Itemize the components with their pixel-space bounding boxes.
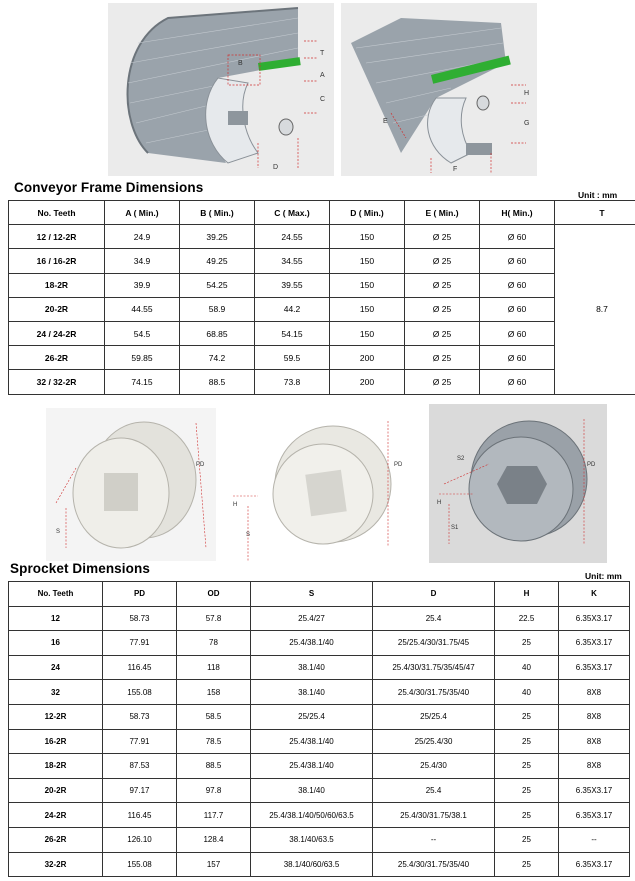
label-D: D — [273, 164, 279, 171]
table-cell: 150 — [330, 321, 405, 345]
table-cell: 12 / 12-2R — [9, 225, 105, 249]
col-header: T — [555, 201, 635, 225]
table-cell: 25.4/30 — [373, 754, 495, 779]
table-row — [9, 297, 635, 321]
label-C: C — [320, 96, 326, 103]
table-row — [9, 370, 635, 394]
table-cell: 24.9 — [105, 225, 180, 249]
table-cell: 25/25.4/30 — [373, 729, 495, 754]
table-cell: 6.35X3.17 — [559, 655, 630, 680]
table-cell: 34.55 — [255, 249, 330, 273]
table-cell: 25.4/38.1/40/50/60/63.5 — [251, 803, 373, 828]
table-row — [9, 827, 630, 852]
table-cell: 58.73 — [103, 704, 177, 729]
label-S1: S1 — [451, 525, 459, 531]
table-cell: 118 — [177, 655, 251, 680]
table-cell: 54.15 — [255, 321, 330, 345]
label-F: F — [453, 166, 458, 173]
table-cell: 57.8 — [177, 606, 251, 631]
col-header: PD — [103, 582, 177, 607]
table-cell: 39.55 — [255, 273, 330, 297]
table-cell-t-value: 8.7 — [555, 225, 635, 394]
table-cell: 68.85 — [180, 321, 255, 345]
table-cell: Ø 25 — [405, 225, 480, 249]
table-cell: 39.9 — [105, 273, 180, 297]
table-cell: 8X8 — [559, 729, 630, 754]
table-cell: Ø 60 — [480, 321, 555, 345]
table-cell: 38.1/40 — [251, 778, 373, 803]
table-cell: -- — [559, 827, 630, 852]
table-cell: 97.8 — [177, 778, 251, 803]
table-cell: 6.35X3.17 — [559, 631, 630, 656]
table-cell: 58.9 — [180, 297, 255, 321]
table-cell: 25.4/27 — [251, 606, 373, 631]
table-cell: 54.25 — [180, 273, 255, 297]
col-header: OD — [177, 582, 251, 607]
table-row — [9, 803, 630, 828]
table-cell: 40 — [495, 680, 559, 705]
col-header: D — [373, 582, 495, 607]
table-cell: 32 / 32-2R — [9, 370, 105, 394]
conveyor-frame-illustration-left — [108, 3, 334, 176]
table-cell: 32-2R — [9, 852, 103, 877]
table-cell: 25/25.4 — [373, 704, 495, 729]
table-row — [9, 346, 635, 370]
table-cell: 74.2 — [180, 346, 255, 370]
table-cell: 25 — [495, 803, 559, 828]
table-row — [9, 631, 630, 656]
table-cell: 25 — [495, 704, 559, 729]
conveyor-frame-unit: Unit : mm — [578, 190, 618, 200]
col-header: D ( Min.) — [330, 201, 405, 225]
table-cell: 78 — [177, 631, 251, 656]
table-cell: Ø 60 — [480, 346, 555, 370]
table-row — [9, 729, 630, 754]
table-cell: 26-2R — [9, 827, 103, 852]
table-cell: 6.35X3.17 — [559, 803, 630, 828]
table-row — [9, 852, 630, 877]
table-cell: 155.08 — [103, 852, 177, 877]
table-cell: 25.4/30/31.75/38.1 — [373, 803, 495, 828]
table-cell: 74.15 — [105, 370, 180, 394]
table-cell: 25 — [495, 729, 559, 754]
conveyor-frame-title: Conveyor Frame Dimensions — [14, 180, 204, 195]
table-cell: 126.10 — [103, 827, 177, 852]
table-cell: 200 — [330, 370, 405, 394]
col-header: H — [495, 582, 559, 607]
table-cell: 25 — [495, 852, 559, 877]
table-cell: 6.35X3.17 — [559, 778, 630, 803]
label-PD: PD — [587, 462, 596, 468]
table-cell: 49.25 — [180, 249, 255, 273]
table-cell: 58.5 — [177, 704, 251, 729]
table-cell: 150 — [330, 249, 405, 273]
table-cell: 20-2R — [9, 297, 105, 321]
col-header: No. Teeth — [9, 201, 105, 225]
table-cell: 25.4/30/31.75/35/40 — [373, 852, 495, 877]
table-cell: Ø 25 — [405, 370, 480, 394]
table-cell: Ø 25 — [405, 346, 480, 370]
table-cell: Ø 60 — [480, 249, 555, 273]
table-cell: 16-2R — [9, 729, 103, 754]
table-cell: 25.4/30/31.75/35/40 — [373, 680, 495, 705]
sprocket-illustration-right — [429, 404, 607, 563]
table-cell: Ø 25 — [405, 273, 480, 297]
table-cell: 8X8 — [559, 754, 630, 779]
table-cell: 25/25.4 — [251, 704, 373, 729]
table-row — [9, 704, 630, 729]
table-cell: 25 — [495, 754, 559, 779]
table-cell: 44.2 — [255, 297, 330, 321]
table-cell: 73.8 — [255, 370, 330, 394]
table-cell: 155.08 — [103, 680, 177, 705]
table-row — [9, 225, 635, 249]
table-row — [9, 655, 630, 680]
table-cell: 58.73 — [103, 606, 177, 631]
table-cell: 6.35X3.17 — [559, 606, 630, 631]
col-header: K — [559, 582, 630, 607]
table-cell: 44.55 — [105, 297, 180, 321]
table-cell: 150 — [330, 297, 405, 321]
table-cell: 24.55 — [255, 225, 330, 249]
table-cell: 59.5 — [255, 346, 330, 370]
table-cell: Ø 25 — [405, 297, 480, 321]
col-header: S — [251, 582, 373, 607]
table-cell: 16 / 16-2R — [9, 249, 105, 273]
col-header: B ( Min.) — [180, 201, 255, 225]
conveyor-frame-illustration-right — [341, 3, 537, 176]
label-H: H — [524, 90, 530, 97]
table-cell: 26-2R — [9, 346, 105, 370]
table-cell: 116.45 — [103, 655, 177, 680]
table-cell: Ø 60 — [480, 297, 555, 321]
table-cell: 25.4 — [373, 606, 495, 631]
label-H: H — [437, 500, 442, 506]
label-E: E — [383, 118, 388, 125]
col-header: H( Min.) — [480, 201, 555, 225]
table-cell: 32 — [9, 680, 103, 705]
table-row — [9, 680, 630, 705]
table-cell: 78.5 — [177, 729, 251, 754]
table-cell: 97.17 — [103, 778, 177, 803]
table-cell: 150 — [330, 273, 405, 297]
table-cell: 77.91 — [103, 631, 177, 656]
table-cell: 18-2R — [9, 273, 105, 297]
table-cell: 25.4/38.1/40 — [251, 729, 373, 754]
table-cell: 87.53 — [103, 754, 177, 779]
table-cell: 8X8 — [559, 680, 630, 705]
table-cell: Ø 60 — [480, 273, 555, 297]
col-header: E ( Min.) — [405, 201, 480, 225]
table-cell: 25 — [495, 631, 559, 656]
table-cell: 20-2R — [9, 778, 103, 803]
table-cell: 24-2R — [9, 803, 103, 828]
table-cell: Ø 60 — [480, 225, 555, 249]
label-S: S — [56, 529, 61, 535]
table-header-row — [9, 201, 635, 225]
table-cell: 59.85 — [105, 346, 180, 370]
table-row — [9, 249, 635, 273]
table-cell: 158 — [177, 680, 251, 705]
table-cell: 24 — [9, 655, 103, 680]
table-cell: 54.5 — [105, 321, 180, 345]
table-cell: 25.4/38.1/40 — [251, 631, 373, 656]
table-cell: 25.4 — [373, 778, 495, 803]
label-A: A — [320, 72, 325, 79]
table-cell: 38.1/40 — [251, 655, 373, 680]
table-cell: 88.5 — [177, 754, 251, 779]
sprocket-title: Sprocket Dimensions — [10, 561, 150, 576]
col-header: No. Teeth — [9, 582, 103, 607]
table-cell: 116.45 — [103, 803, 177, 828]
table-cell: 25.4/38.1/40 — [251, 754, 373, 779]
table-cell: 88.5 — [180, 370, 255, 394]
table-cell: 25 — [495, 827, 559, 852]
table-cell: 77.91 — [103, 729, 177, 754]
table-cell: 39.25 — [180, 225, 255, 249]
table-cell: 200 — [330, 346, 405, 370]
label-S2: S2 — [457, 456, 465, 462]
table-cell: -- — [373, 827, 495, 852]
table-cell: 38.1/40 — [251, 680, 373, 705]
table-cell: 128.4 — [177, 827, 251, 852]
label-G: G — [524, 120, 530, 127]
table-row — [9, 754, 630, 779]
sprocket-illustration-left — [46, 408, 216, 561]
table-cell: 12-2R — [9, 704, 103, 729]
table-row — [9, 321, 635, 345]
table-header-row — [9, 582, 630, 607]
table-cell: 150 — [330, 225, 405, 249]
table-cell: 16 — [9, 631, 103, 656]
table-cell: 117.7 — [177, 803, 251, 828]
table-cell: Ø 25 — [405, 321, 480, 345]
table-cell: 25.4/30/31.75/35/45/47 — [373, 655, 495, 680]
table-cell: Ø 60 — [480, 370, 555, 394]
label-H: H — [233, 502, 238, 508]
table-cell: Ø 25 — [405, 249, 480, 273]
sprocket-illustration-middle — [228, 406, 414, 565]
table-cell: 157 — [177, 852, 251, 877]
label-PD: PD — [394, 462, 403, 468]
sprocket-table — [8, 581, 630, 877]
sprocket-unit: Unit: mm — [585, 571, 622, 581]
table-row — [9, 606, 630, 631]
table-cell: 38.1/40/60/63.5 — [251, 852, 373, 877]
table-cell: 25/25.4/30/31.75/45 — [373, 631, 495, 656]
label-PD: PD — [196, 462, 205, 468]
table-cell: 8X8 — [559, 704, 630, 729]
conveyor-frame-table — [8, 200, 635, 395]
table-cell: 38.1/40/63.5 — [251, 827, 373, 852]
table-cell: 24 / 24-2R — [9, 321, 105, 345]
table-cell: 25 — [495, 778, 559, 803]
table-cell: 18-2R — [9, 754, 103, 779]
table-row — [9, 273, 635, 297]
table-cell: 6.35X3.17 — [559, 852, 630, 877]
label-B: B — [238, 60, 243, 67]
table-cell: 40 — [495, 655, 559, 680]
col-header: A ( Min.) — [105, 201, 180, 225]
table-cell: 12 — [9, 606, 103, 631]
table-cell: 34.9 — [105, 249, 180, 273]
label-S: S — [246, 532, 251, 538]
col-header: C ( Max.) — [255, 201, 330, 225]
label-T: T — [320, 50, 325, 57]
table-row — [9, 778, 630, 803]
table-cell: 22.5 — [495, 606, 559, 631]
